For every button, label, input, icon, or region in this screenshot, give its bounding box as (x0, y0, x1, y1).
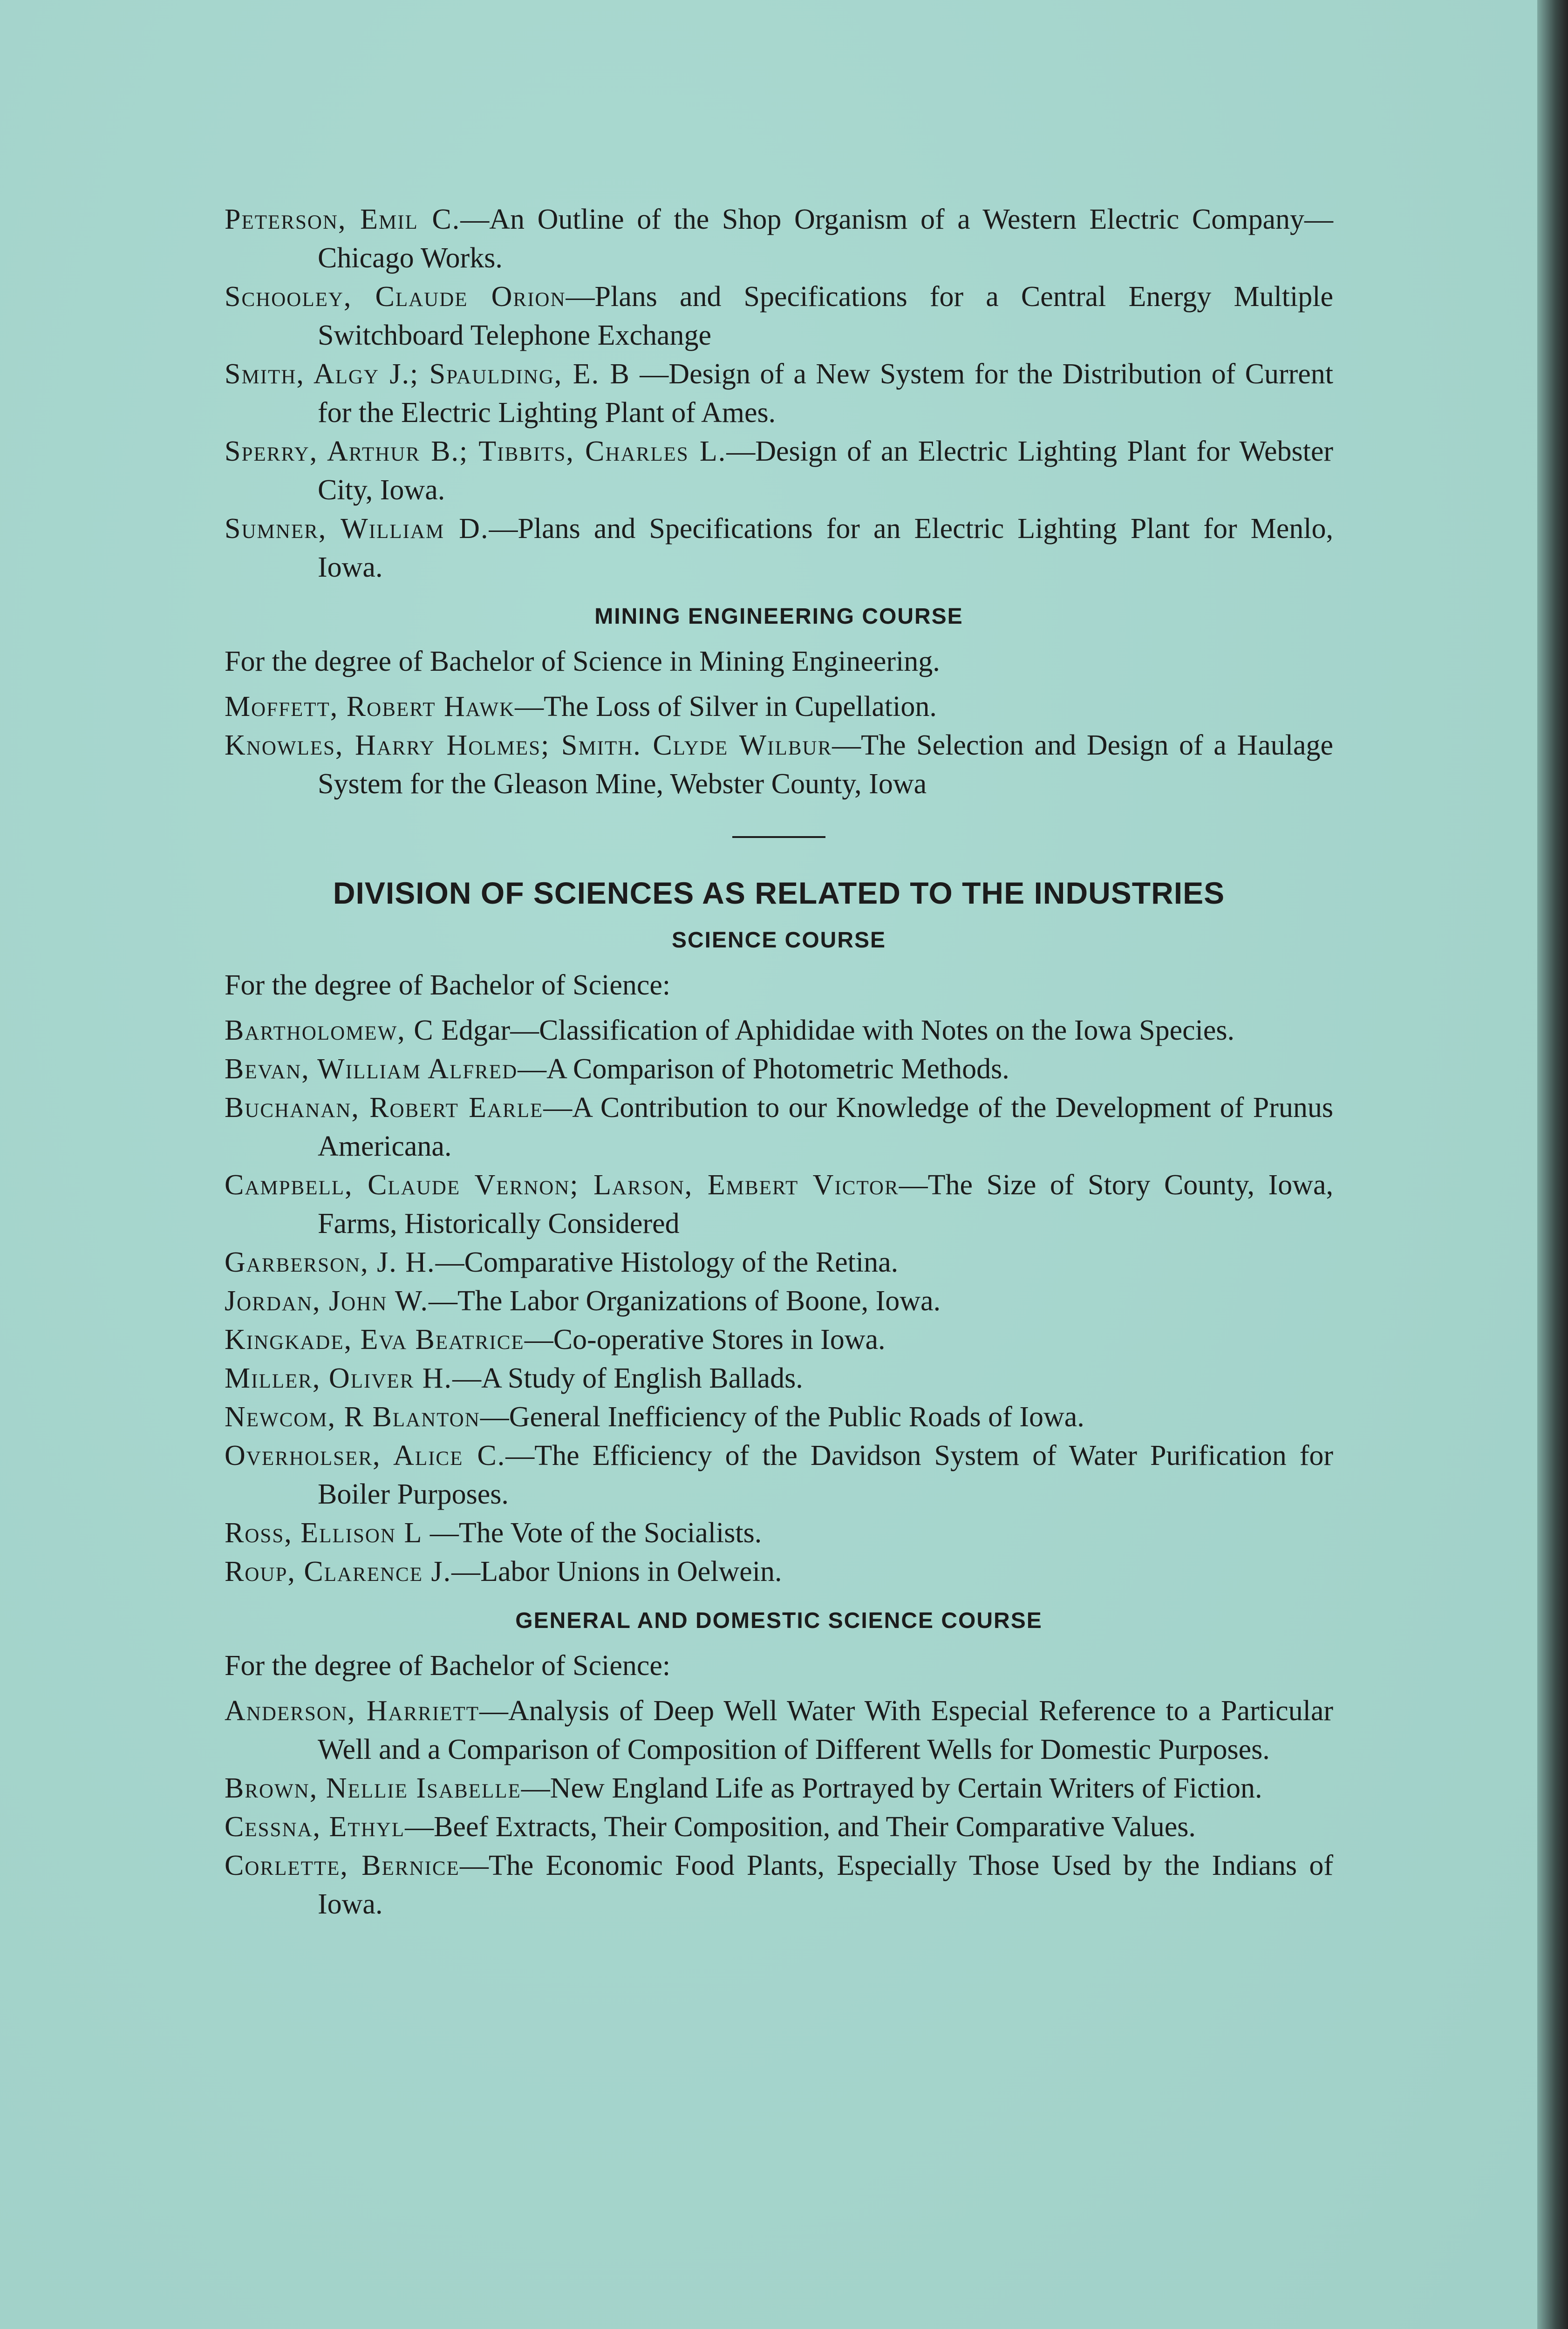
thesis-title: —Analysis of Deep Well Water With Especial Reference to a Particular Well and a Comparison of Composition of Different Wells for Domestic Purposes. (318, 1695, 1333, 1765)
author-name: Corlette, Bernice (225, 1850, 460, 1881)
thesis-title: —The Size of Story County, Iowa, Farms, Historically Considered (318, 1169, 1333, 1239)
thesis-title: —A Comparison of Photometric Methods. (518, 1053, 1009, 1085)
thesis-title: —Beef Extracts, Their Composition, and Their Comparative Values. (405, 1811, 1196, 1843)
thesis-title: —Co-operative Stores in Iowa. (524, 1324, 886, 1355)
mining-course-heading: MINING ENGINEERING COURSE (594, 604, 963, 629)
domestic-degree-line: For the degree of Bachelor of Science: (225, 1650, 671, 1682)
thesis-title: —The Loss of Silver in Cupellation. (515, 691, 937, 722)
thesis-entry (225, 355, 1333, 432)
thesis-entry (225, 1553, 1333, 1591)
author-name: Brown, Nellie Isabelle (225, 1772, 521, 1804)
thesis-title: —The Vote of the Socialists. (423, 1517, 762, 1549)
page-content (225, 200, 1333, 1924)
thesis-entry (225, 1808, 1333, 1846)
thesis-title: —Design of an Electric Lighting Plant for Webster City, Iowa. (318, 436, 1333, 506)
thesis-title: —Plans and Specifications for a Central Energy Multiple Switchboard Telephone Exchange (318, 281, 1333, 351)
author-name: Peterson, Emil C. (225, 204, 461, 235)
thesis-entry (225, 688, 1333, 726)
thesis-title: —The Selection and Design of a Haulage System for the Gleason Mine, Webster County, Iowa (318, 729, 1333, 800)
author-name: Overholser, Alice C. (225, 1440, 506, 1471)
section-divider (732, 836, 825, 838)
author-name: Jordan, John W. (225, 1285, 429, 1317)
thesis-title: Edgar—Classification of Aphididae with Notes on the Iowa Species. (434, 1015, 1235, 1046)
thesis-title: —A Study of English Ballads. (452, 1362, 803, 1394)
author-name: Moffett, Robert Hawk (225, 691, 515, 722)
thesis-entry (225, 1166, 1333, 1243)
thesis-entry (225, 1846, 1333, 1924)
science-course-heading: SCIENCE COURSE (671, 928, 886, 953)
thesis-entry (225, 1769, 1333, 1808)
author-name: Campbell, Claude Vernon; Larson, Embert Victor (225, 1169, 899, 1201)
division-heading: DIVISION OF SCIENCES AS RELATED TO THE INDUSTRIES (333, 876, 1225, 910)
mining-degree-line: For the degree of Bachelor of Science in Mining Engineering. (225, 646, 940, 677)
author-name: Sumner, William D. (225, 513, 489, 545)
author-name: Buchanan, Robert Earle (225, 1092, 544, 1124)
thesis-title: —Plans and Specifications for an Electric Lighting Plant for Menlo, Iowa. (318, 513, 1333, 583)
domestic-entry-list (225, 1692, 1333, 1924)
author-name: Sperry, Arthur B.; Tibbits, Charles L. (225, 436, 727, 467)
thesis-entry (225, 1398, 1333, 1437)
mining-entry-list (225, 688, 1333, 804)
thesis-entry (225, 1243, 1333, 1282)
thesis-entry (225, 432, 1333, 510)
thesis-title: —A Contribution to our Knowledge of the Development of Prunus Americana. (318, 1092, 1333, 1162)
science-degree-line: For the degree of Bachelor of Science: (225, 969, 671, 1001)
author-name: Bartholomew, C (225, 1015, 434, 1046)
thesis-entry (225, 1692, 1333, 1769)
science-entry-list (225, 1011, 1333, 1591)
thesis-title: —The Efficiency of the Davidson System of Water Purification for Boiler Purposes. (318, 1440, 1334, 1510)
thesis-entry (225, 1359, 1333, 1398)
thesis-title: —Labor Unions in Oelwein. (451, 1556, 782, 1587)
author-name: Anderson, Harriett (225, 1695, 479, 1727)
thesis-entry (225, 1437, 1333, 1514)
author-name: Schooley, Claude Orion (225, 281, 566, 313)
thesis-entry (225, 1089, 1333, 1166)
author-name: Roup, Clarence J. (225, 1556, 452, 1587)
thesis-title: —New England Life as Portrayed by Certain Writers of Fiction. (521, 1772, 1262, 1804)
thesis-entry (225, 1050, 1333, 1089)
author-name: Miller, Oliver H. (225, 1362, 453, 1394)
page-binding-edge (1537, 0, 1568, 2329)
domestic-course-heading: GENERAL AND DOMESTIC SCIENCE COURSE (515, 1608, 1043, 1633)
author-name: Bevan, William Alfred (225, 1053, 518, 1085)
thesis-entry (225, 200, 1333, 278)
thesis-title: —Comparative Histology of the Retina. (435, 1246, 899, 1278)
thesis-title: —The Labor Organizations of Boone, Iowa. (429, 1285, 941, 1317)
thesis-entry (225, 1011, 1333, 1050)
thesis-entry (225, 278, 1333, 355)
thesis-entry (225, 1321, 1333, 1359)
thesis-title: —The Economic Food Plants, Especially Those Used by the Indians of Iowa. (318, 1850, 1333, 1920)
electrical-entry-list (225, 200, 1333, 587)
author-name: Kingkade, Eva Beatrice (225, 1324, 525, 1355)
thesis-entry (225, 726, 1333, 804)
thesis-title: —Design of a New System for the Distribution of Current for the Electric Lighting Plant of Ames. (318, 358, 1333, 429)
author-name: Knowles, Harry Holmes; Smith. Clyde Wilbur (225, 729, 832, 761)
thesis-entry (225, 1282, 1333, 1321)
thesis-entry (225, 1514, 1333, 1553)
thesis-title: —General Inefficiency of the Public Roads of Iowa. (480, 1401, 1084, 1433)
author-name: Ross, Ellison L (225, 1517, 423, 1549)
thesis-entry (225, 510, 1333, 587)
author-name: Garberson, J. H. (225, 1246, 436, 1278)
author-name: Smith, Algy J.; Spaulding, E. B (225, 358, 630, 390)
thesis-title: —An Outline of the Shop Organism of a Western Electric Company—Chicago Works. (318, 204, 1334, 274)
author-name: Cessna, Ethyl (225, 1811, 405, 1843)
author-name: Newcom, R Blanton (225, 1401, 480, 1433)
